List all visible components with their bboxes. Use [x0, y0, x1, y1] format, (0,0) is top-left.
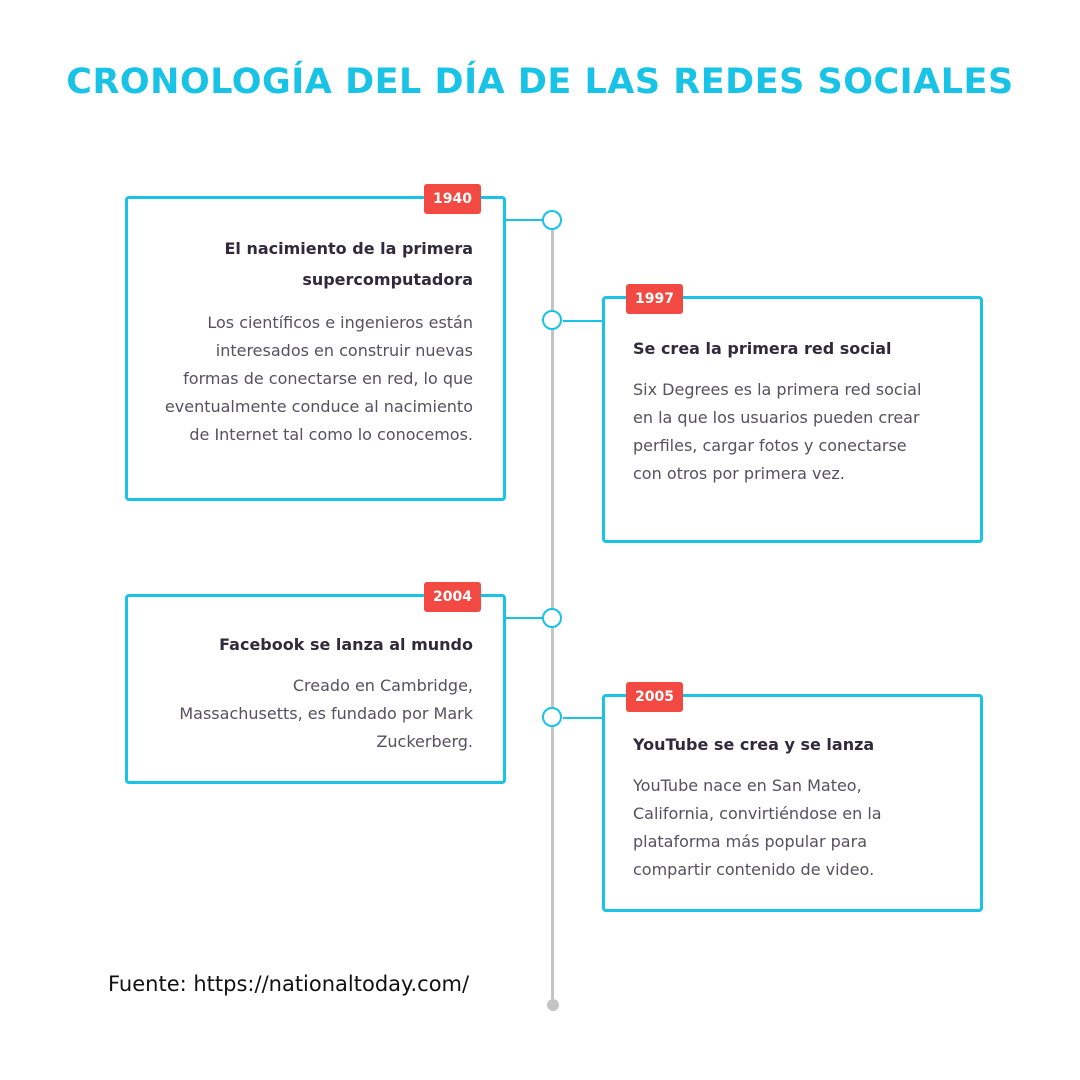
source-credit: Fuente: https://nationaltoday.com/ — [108, 972, 470, 996]
year-badge: 1997 — [626, 284, 683, 314]
event-title: Facebook se lanza al mundo — [219, 635, 473, 654]
event-card-2004 — [125, 589, 506, 784]
year-badge: 1940 — [424, 184, 481, 214]
timeline-node-1997 — [542, 310, 562, 330]
event-title: YouTube se crea y se lanza — [633, 735, 875, 754]
event-description: Six Degrees es la primera red social en la que los usuarios pueden crear perfiles, cargar fotos y conectarse con otros por primera vez. — [633, 380, 922, 483]
timeline-connector-2004 — [505, 617, 543, 619]
year-badge: 2004 — [424, 582, 481, 612]
event-card-1940 — [125, 191, 506, 501]
event-title: El nacimiento de la primera supercomputadora — [224, 239, 473, 289]
event-title: Se crea la primera red social — [633, 339, 892, 358]
timeline-connector-1997 — [563, 320, 603, 322]
event-description: Los científicos e ingenieros están interesados en construir nuevas formas de conectarse en red, lo que eventualmente conduce al nacimiento de Internet tal como lo conocemos. — [164, 313, 473, 444]
event-card-2005 — [602, 689, 983, 912]
event-card-1997 — [602, 291, 983, 543]
timeline-node-1940 — [542, 210, 562, 230]
year-badge: 2005 — [626, 682, 683, 712]
page-title: CRONOLOGÍA DEL DÍA DE LAS REDES SOCIALES — [66, 62, 1014, 102]
timeline-node-2005 — [542, 707, 562, 727]
timeline-node-2004 — [542, 608, 562, 628]
event-description: YouTube nace en San Mateo, California, convirtiéndose en la plataforma más popular para compartir contenido de video. — [633, 776, 882, 879]
timeline-connector-1940 — [505, 219, 543, 221]
timeline-connector-2005 — [563, 717, 603, 719]
timeline-end-dot — [547, 999, 559, 1011]
event-description: Creado en Cambridge, Massachusetts, es fundado por Mark Zuckerberg. — [179, 676, 473, 751]
